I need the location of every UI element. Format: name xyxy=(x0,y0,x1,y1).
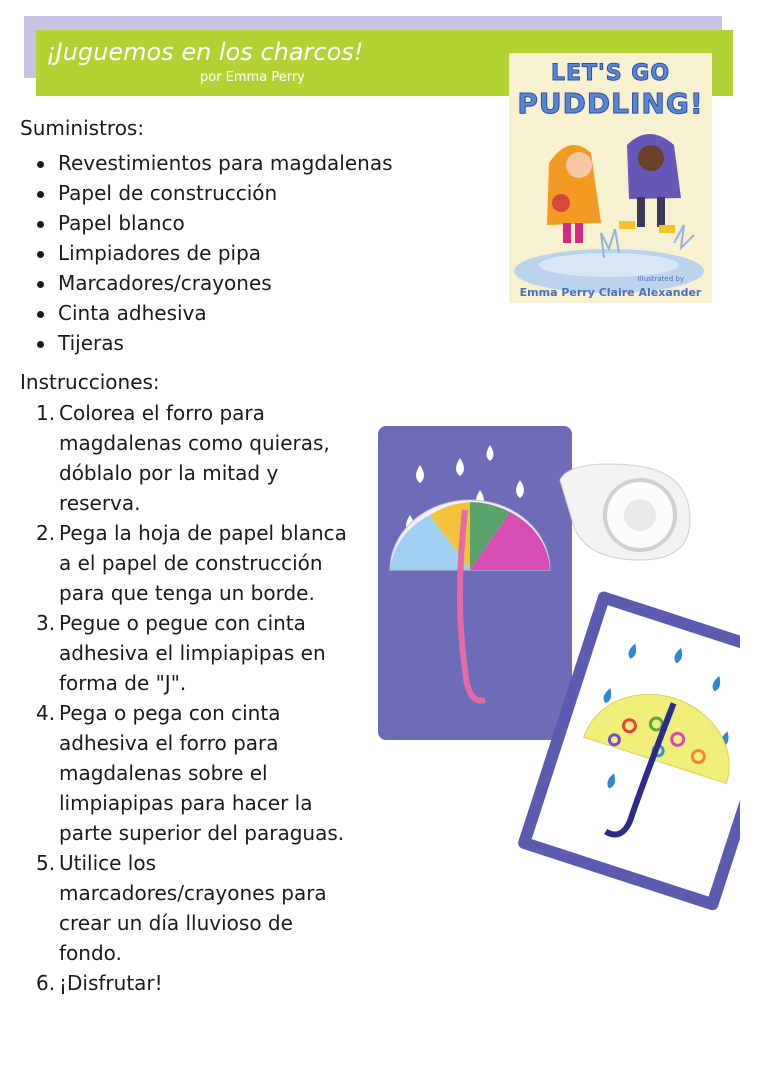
supplies-list xyxy=(20,148,393,358)
book-title-line2: PUDDLING! xyxy=(517,87,704,120)
instructions-list xyxy=(20,398,360,998)
tape-dispenser xyxy=(560,464,690,560)
supplies-heading: Suministros: xyxy=(20,116,145,140)
purple-board xyxy=(378,426,572,740)
bullet-icon xyxy=(37,341,44,348)
bullet-icon xyxy=(37,221,44,228)
supply-item: Limpiadores de pipa xyxy=(20,238,393,268)
supply-item: Tijeras xyxy=(20,328,393,358)
instruction-step: 6. ¡Disfrutar! xyxy=(36,971,163,995)
supply-item: Papel blanco xyxy=(20,208,393,238)
illustrated-by: Illustrated by xyxy=(637,275,684,283)
book-cover xyxy=(509,53,712,303)
supply-item: Cinta adhesiva xyxy=(20,298,393,328)
instruction-step: 5. Utilice los marcadores/crayones para crear un día lluvioso de fondo. xyxy=(36,851,327,965)
book-title-line1: LET'S GO xyxy=(550,61,671,86)
instruction-step: 3. Pegue o pegue con cinta adhesiva el limpiapipas en forma de "J". xyxy=(36,611,326,695)
bullet-icon xyxy=(37,251,44,258)
instruction-step: 1. Colorea el forro para magdalenas como quieras, dóblalo por la mitad y reserva. xyxy=(36,401,330,515)
author-line: por Emma Perry xyxy=(200,70,305,85)
bullet-icon xyxy=(37,311,44,318)
bullet-icon xyxy=(37,191,44,198)
bullet-icon xyxy=(37,281,44,288)
supply-item: Revestimientos para magdalenas xyxy=(20,148,393,178)
craft-example-photo xyxy=(370,420,740,920)
bullet-icon xyxy=(37,161,44,168)
supply-item: Marcadores/crayones xyxy=(20,268,393,298)
supply-item: Papel de construcción xyxy=(20,178,393,208)
instructions-heading: Instrucciones: xyxy=(20,370,160,394)
instruction-step: 2. Pega la hoja de papel blanca a el papel de construcción para que tenga un borde. xyxy=(36,521,347,605)
instruction-step: 4. Pega o pega con cinta adhesiva el forro para magdalenas sobre el limpiapipas para hacer la parte superior del paraguas. xyxy=(36,701,345,845)
page-title: ¡Juguemos en los charcos! xyxy=(46,38,364,66)
book-authors: Emma Perry Claire Alexander xyxy=(519,286,702,299)
